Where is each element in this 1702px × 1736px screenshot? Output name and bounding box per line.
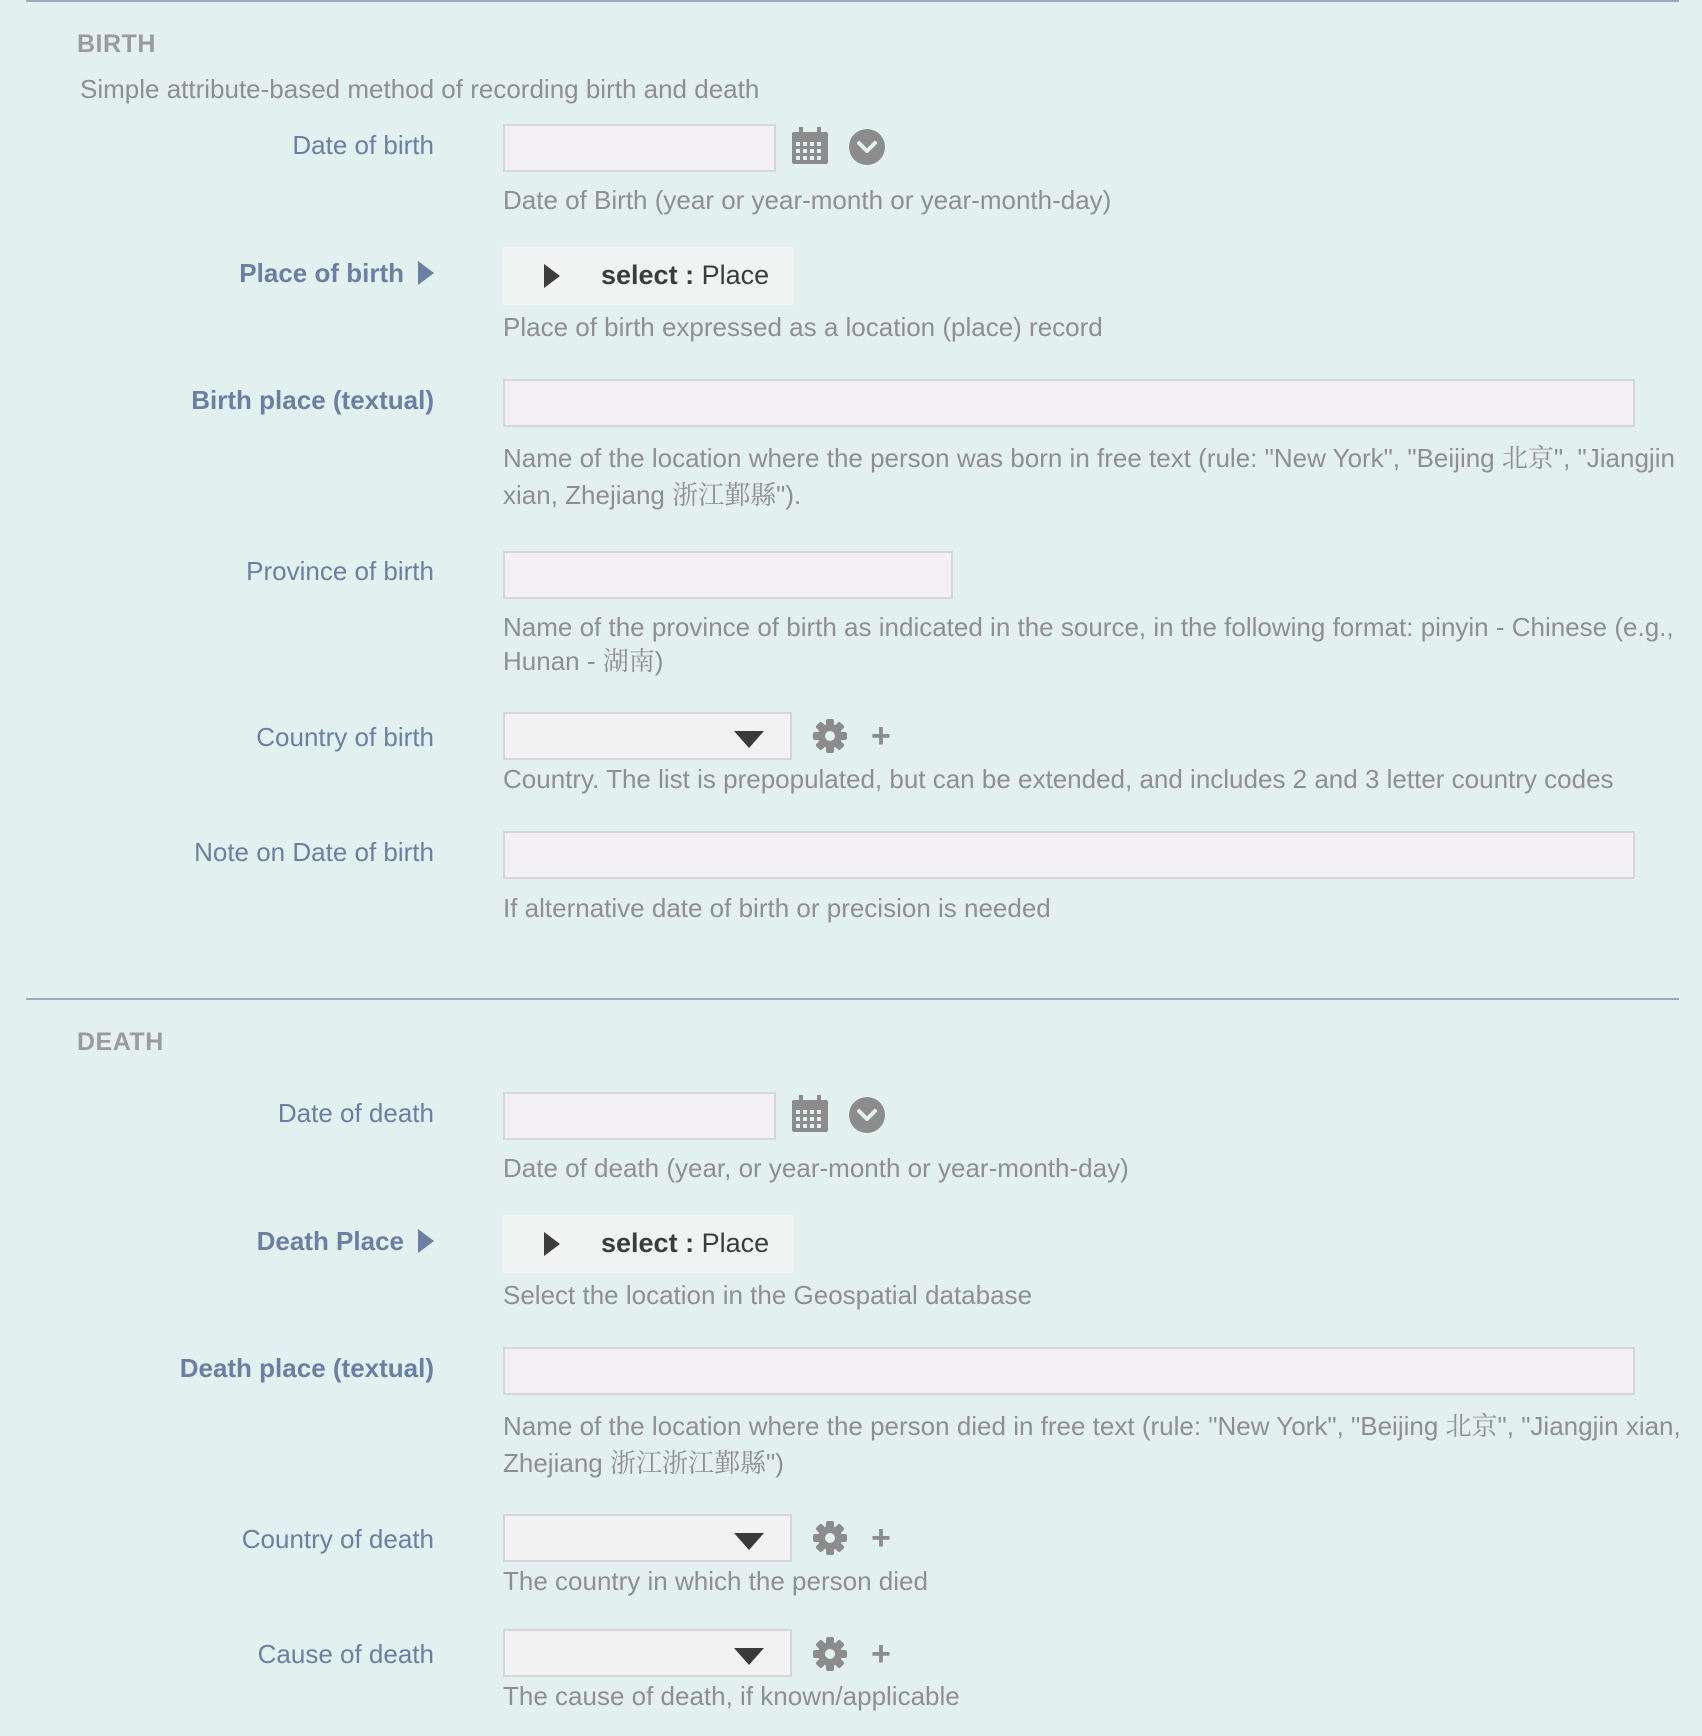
plus-icon[interactable]: + (871, 1635, 891, 1673)
date-of-death-label: Date of death (277, 1098, 434, 1128)
note-on-date-of-birth-input[interactable] (503, 831, 1635, 879)
place-of-birth-select-button[interactable] (502, 247, 794, 305)
birth-place-textual-help-line2: xian, Zhejiang 浙江鄞縣"). (503, 480, 802, 510)
place-of-birth-help: Place of birth expressed as a location (place) record (503, 312, 1103, 342)
note-on-date-of-birth-help: If alternative date of birth or precision is needed (503, 893, 1051, 923)
death-place-label-text: Death Place (256, 1226, 404, 1256)
calendar-icon[interactable] (791, 127, 829, 165)
date-of-birth-help: Date of Birth (year or year-month or year-month-day) (503, 185, 1112, 215)
death-place-textual-help-line1: Name of the location where the person died in free text (rule: "New York", "Beijing 北京", "Jiangjin xian, (503, 1411, 1681, 1441)
date-of-death-help: Date of death (year, or year-month or year-month-day) (503, 1153, 1129, 1183)
death-place-label[interactable] (257, 1226, 434, 1257)
province-of-birth-help-line2: Hunan - 湖南) (503, 646, 664, 676)
province-of-birth-label: Province of birth (246, 556, 434, 586)
death-place-textual-input[interactable] (503, 1347, 1635, 1395)
play-arrow-icon (544, 264, 560, 288)
birth-place-textual-label: Birth place (textual) (191, 385, 434, 415)
chevron-down-circle-icon[interactable] (848, 128, 886, 166)
death-place-select-button[interactable] (502, 1215, 794, 1273)
date-of-death-input[interactable] (503, 1092, 776, 1140)
calendar-icon[interactable] (791, 1095, 829, 1133)
select-separator: : (677, 260, 702, 290)
death-section-title: DEATH (77, 1028, 164, 1056)
plus-icon[interactable]: + (871, 1519, 891, 1557)
dropdown-caret-icon (734, 731, 764, 748)
birth-place-textual-help-line1: Name of the location where the person was born in free text (rule: "New York", "Beijing 北京", "Jiangjin (503, 443, 1675, 473)
country-of-death-label: Country of death (241, 1524, 434, 1554)
birth-section-title: BIRTH (77, 30, 156, 58)
cause-of-death-label: Cause of death (257, 1639, 434, 1669)
death-place-textual-label: Death place (textual) (179, 1353, 434, 1383)
plus-icon[interactable]: + (871, 717, 891, 755)
chevron-down-circle-icon[interactable] (848, 1096, 886, 1134)
expand-arrow-icon (418, 261, 434, 285)
birth-section-description: Simple attribute-based method of recording birth and death (80, 74, 760, 104)
select-separator: : (677, 1228, 702, 1258)
death-place-help: Select the location in the Geospatial database (503, 1280, 1033, 1310)
gear-icon[interactable] (813, 719, 847, 753)
date-of-birth-input[interactable] (503, 124, 776, 172)
note-on-date-of-birth-label: Note on Date of birth (194, 837, 434, 867)
birth-place-textual-input[interactable] (503, 379, 1635, 427)
section-divider (26, 998, 1679, 1000)
province-of-birth-help-line1: Name of the province of birth as indicated in the source, in the following format: pinyin - Chinese (e.g., (503, 612, 1674, 642)
select-target: Place (701, 1228, 770, 1258)
country-of-birth-label: Country of birth (256, 722, 434, 752)
cause-of-death-select[interactable] (503, 1629, 792, 1677)
cause-of-death-help: The cause of death, if known/applicable (503, 1681, 960, 1711)
select-place-text (601, 1228, 769, 1259)
play-arrow-icon (544, 1232, 560, 1256)
country-of-birth-help: Country. The list is prepopulated, but can be extended, and includes 2 and 3 letter country codes (503, 764, 1614, 794)
country-of-death-help: The country in which the person died (503, 1566, 928, 1596)
gear-icon[interactable] (813, 1521, 847, 1555)
section-divider-top (26, 0, 1679, 2)
dropdown-caret-icon (734, 1648, 764, 1665)
expand-arrow-icon (418, 1229, 434, 1253)
select-label: select (601, 1228, 678, 1258)
select-target: Place (701, 260, 770, 290)
select-place-text (601, 260, 769, 291)
province-of-birth-input[interactable] (503, 551, 953, 599)
country-of-birth-select[interactable] (503, 712, 792, 760)
gear-icon[interactable] (813, 1637, 847, 1671)
date-of-birth-label: Date of birth (292, 130, 434, 160)
dropdown-caret-icon (734, 1533, 764, 1550)
select-label: select (601, 260, 678, 290)
place-of-birth-label-text: Place of birth (239, 258, 404, 288)
place-of-birth-label[interactable] (239, 258, 434, 289)
death-place-textual-help-line2: Zhejiang 浙江浙江鄞縣") (503, 1448, 784, 1478)
country-of-death-select[interactable] (503, 1514, 792, 1562)
